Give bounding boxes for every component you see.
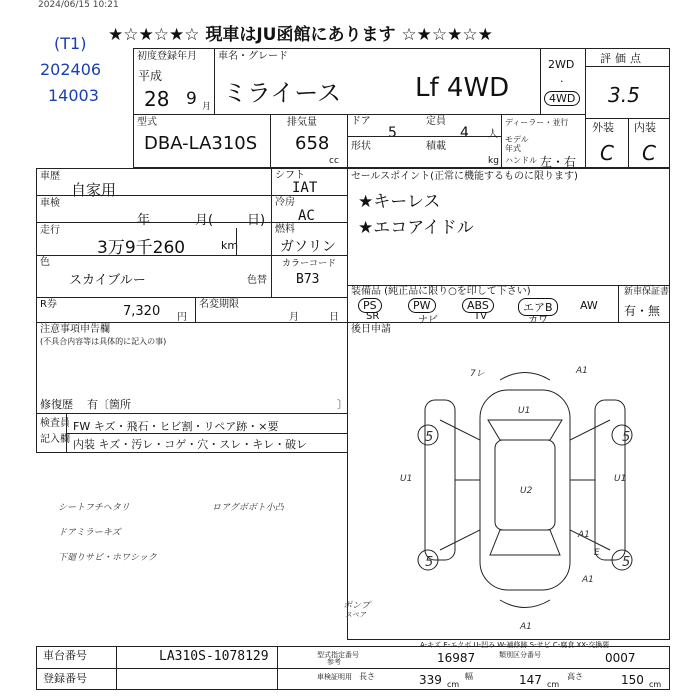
vehicle-name-box bbox=[214, 48, 541, 115]
dealer-label: ディーラー・並行 bbox=[505, 118, 569, 127]
color-code-label: カラーコード bbox=[282, 259, 337, 269]
class-label: 類別区分番号 bbox=[499, 651, 541, 659]
shift-divider-3 bbox=[272, 255, 347, 256]
type-no-ref: 参考 bbox=[327, 658, 341, 666]
inspector-label: 検査員 bbox=[40, 418, 70, 429]
recycle-amount: 7,320 bbox=[123, 304, 161, 319]
length-label: 長さ bbox=[359, 672, 375, 681]
color-change-label: 色替 bbox=[247, 275, 267, 286]
car-roof bbox=[495, 440, 555, 530]
first-reg-month: 9 bbox=[186, 89, 197, 109]
entry-label: 記入欄 bbox=[40, 434, 70, 445]
mileage-tick bbox=[236, 228, 237, 256]
doors-value: 5 bbox=[388, 125, 397, 141]
doors-divider bbox=[348, 136, 501, 137]
model-code: DBA-LA310S bbox=[144, 133, 258, 154]
sales-point-item-2: ★エコアイドル bbox=[358, 218, 474, 238]
ext-int-box bbox=[585, 118, 670, 168]
drive-dot: · bbox=[560, 75, 564, 88]
score-box bbox=[585, 48, 670, 119]
handle-value: 左・右 bbox=[540, 155, 577, 169]
dereg-label: 名変期限 bbox=[199, 299, 239, 310]
mark-5-a: 5 bbox=[425, 430, 434, 445]
hw-note-lower: ロアグボボト小凸 bbox=[212, 503, 284, 513]
color-label: 色 bbox=[40, 257, 50, 268]
fuel-value: ガソリン bbox=[280, 239, 336, 255]
first-reg-label: 初度登録年月 bbox=[137, 51, 197, 62]
capacity-unit: 人 bbox=[488, 129, 498, 140]
chassis-number: LA310S-1078129 bbox=[159, 649, 269, 664]
hist-divider-2 bbox=[37, 222, 272, 223]
shift-label: シフト bbox=[275, 170, 305, 181]
inspector-row-divider bbox=[67, 433, 347, 434]
doors-label: ドア bbox=[351, 116, 371, 127]
mark-a1-right-2: A1 bbox=[582, 575, 594, 585]
hw-note-seat: シートフチヘタリ bbox=[58, 503, 130, 513]
height-value: 150 bbox=[621, 673, 644, 687]
shift-value: IAT bbox=[292, 180, 318, 196]
hist-divider-1 bbox=[37, 195, 272, 196]
ext-int-divider bbox=[628, 119, 629, 167]
mark-ku: 7レ bbox=[470, 369, 485, 379]
notes-sub: (不具合内容等は具体的に記入の事) bbox=[40, 337, 167, 346]
lot-stamp bbox=[40, 34, 126, 120]
dealer-box bbox=[501, 114, 586, 168]
vehicle-name-label: 車名・グレード bbox=[218, 51, 288, 62]
mileage-unit: km bbox=[221, 239, 239, 252]
first-reg-box bbox=[133, 48, 215, 115]
drive-4wd: 4WD bbox=[544, 91, 580, 106]
warranty-label: 新車保証書 bbox=[624, 287, 670, 297]
color-value: スカイブルー bbox=[69, 273, 146, 288]
equip-tv: TV bbox=[474, 311, 487, 322]
car-right-side bbox=[570, 420, 610, 550]
class-value: 0007 bbox=[605, 651, 636, 665]
recycle-label: R券 bbox=[40, 299, 57, 310]
banner-text: ★☆★☆★☆ 現車はJU函館にあります ☆★☆★☆★ bbox=[108, 25, 493, 45]
load-unit: kg bbox=[488, 156, 499, 166]
history-value: 自家用 bbox=[71, 181, 117, 199]
equip-aw: AW bbox=[580, 299, 598, 312]
type-no-label: 型式指定番号 bbox=[317, 651, 359, 659]
mark-a1-bottom: A1 bbox=[520, 622, 532, 632]
reg-label: 登録番号 bbox=[43, 672, 87, 685]
exterior-label: 外装 bbox=[592, 121, 614, 134]
mark-u1-c: U1 bbox=[614, 474, 627, 484]
stamp-line-2: 202406 bbox=[40, 60, 102, 79]
mark-spare: ポンプ bbox=[343, 601, 371, 611]
first-reg-era: 平成 bbox=[138, 69, 163, 83]
drive-2wd: 2WD bbox=[548, 58, 575, 71]
equipment-label: 装備品 (純正品に限り○を印して下さい) bbox=[351, 286, 531, 297]
equip-sr: SR bbox=[366, 311, 380, 322]
warranty-value: 有・無 bbox=[624, 304, 661, 318]
car-windshield bbox=[488, 420, 562, 440]
stamp-line-3: 14003 bbox=[48, 86, 99, 105]
length-value: 339 bbox=[419, 673, 442, 687]
width-label: 幅 bbox=[465, 672, 473, 681]
type-no-value: 16987 bbox=[437, 651, 476, 665]
insp-month: 月( bbox=[195, 213, 214, 228]
handle-label: ハンドル bbox=[505, 156, 537, 165]
ac-value: AC bbox=[298, 208, 315, 224]
model-box bbox=[133, 114, 271, 168]
car-rear-window bbox=[490, 530, 560, 555]
interior-grade: C bbox=[642, 141, 656, 165]
repair-close: 〕 bbox=[337, 398, 348, 411]
mark-u1-b: U1 bbox=[400, 474, 413, 484]
footer-label-divider bbox=[116, 647, 117, 689]
equip-ps: PS bbox=[358, 298, 382, 313]
capacity-label: 定員 bbox=[426, 116, 446, 127]
exterior-grade: C bbox=[600, 141, 614, 165]
interior-label: 内装 bbox=[634, 121, 656, 134]
recycle-box bbox=[36, 297, 348, 323]
hw-note-mirror: ドアミラーキズ bbox=[58, 528, 121, 538]
recycle-divider bbox=[195, 298, 196, 322]
drive-box bbox=[540, 48, 586, 115]
height-unit: cm bbox=[649, 680, 662, 689]
length-unit: cm bbox=[447, 680, 460, 689]
chassis-label: 車台番号 bbox=[43, 649, 87, 662]
equip-navi: ナビ bbox=[418, 315, 438, 326]
shape-label: 形状 bbox=[351, 141, 371, 152]
ac-label: 冷房 bbox=[275, 197, 295, 208]
recycle-unit: 円 bbox=[177, 312, 187, 323]
mark-e: E bbox=[594, 548, 600, 558]
shift-col bbox=[271, 168, 348, 298]
equip-pw: PW bbox=[408, 298, 436, 313]
width-unit: cm bbox=[547, 680, 560, 689]
equip-leather: カワ bbox=[528, 315, 548, 326]
stamp-line-1: (T1) bbox=[54, 34, 87, 53]
vehicle-name: ミライース bbox=[223, 79, 342, 107]
rear-bumper bbox=[500, 600, 550, 608]
vehicle-grade: Lf 4WD bbox=[415, 73, 510, 103]
shift-divider-1 bbox=[272, 195, 347, 196]
mark-a1-right: A1 bbox=[578, 530, 590, 540]
car-left-side bbox=[440, 420, 480, 550]
mark-5-b: 5 bbox=[622, 430, 631, 445]
notes-label: 注意事項申告欄 bbox=[40, 324, 110, 335]
displacement-label: 排気量 bbox=[287, 117, 317, 128]
width-value: 147 bbox=[519, 673, 542, 687]
displacement-unit: cc bbox=[329, 156, 339, 166]
cert-label: 車検証明用 bbox=[317, 673, 352, 681]
displacement-box bbox=[270, 114, 348, 168]
model-label: 型式 bbox=[137, 117, 157, 128]
displacement-value: 658 bbox=[295, 133, 330, 154]
equipment-box bbox=[347, 285, 670, 326]
fuel-label: 燃料 bbox=[275, 224, 295, 235]
score-value: 3.5 bbox=[608, 83, 640, 107]
mark-u2: U2 bbox=[520, 486, 533, 496]
mark-a1-top: A1 bbox=[576, 366, 588, 376]
dereg-month: 月 bbox=[289, 312, 299, 323]
equip-airbag: エアB bbox=[518, 298, 558, 316]
interior-row: 内装 キズ・汚レ・コゲ・穴・スレ・キレ・破レ bbox=[73, 438, 308, 451]
score-label: 評価点 bbox=[600, 52, 645, 65]
mark-spare-sub: スペア bbox=[345, 611, 366, 619]
load-label: 積載 bbox=[426, 141, 446, 152]
back-reg-label: 後日申請 bbox=[351, 324, 391, 335]
color-code-value: B73 bbox=[296, 272, 320, 287]
mark-5-d: 5 bbox=[622, 555, 631, 570]
mark-5-c: 5 bbox=[425, 555, 434, 570]
sales-point-item-1: ★キーレス bbox=[358, 192, 441, 212]
warranty-divider bbox=[618, 286, 619, 322]
shift-divider-2 bbox=[272, 222, 347, 223]
front-bumper bbox=[500, 373, 550, 381]
sales-point-box bbox=[347, 168, 670, 286]
insp-year: 年 bbox=[137, 213, 151, 228]
footer-row-divider bbox=[37, 668, 277, 669]
doors-box bbox=[347, 114, 502, 168]
repair-value: 有〔箇所 bbox=[87, 398, 131, 411]
first-reg-year: 28 bbox=[144, 87, 170, 111]
capacity-value: 4 bbox=[460, 125, 469, 141]
mark-u1-a: U1 bbox=[518, 406, 531, 416]
timestamp: 2024/06/15 10:21 bbox=[38, 0, 119, 10]
first-reg-month-unit: 月 bbox=[202, 102, 212, 112]
repair-label: 修復歴 bbox=[40, 398, 73, 411]
mileage-label: 走行 bbox=[40, 225, 60, 236]
equip-abs: ABS bbox=[462, 298, 494, 313]
height-label: 高さ bbox=[567, 672, 583, 681]
fw-row: FW キズ・飛石・ヒビ割・リペア跡・×要 bbox=[73, 420, 279, 433]
insp-day: 日) bbox=[247, 213, 266, 228]
history-label: 車歴 bbox=[40, 171, 60, 182]
footer-right-row-divider bbox=[278, 668, 669, 669]
sales-point-label: セールスポイント(正常に機能するものに限ります) bbox=[351, 171, 578, 182]
car-left-panel bbox=[425, 400, 455, 560]
legend: A-キズ E-エクボ U-凹み W-補修跡 S-サビ C-腐食 XX-交換要 bbox=[420, 641, 610, 649]
dereg-day: 日 bbox=[329, 312, 339, 323]
hw-note-undercarriage: 下廻りサビ・ホワシック bbox=[58, 553, 157, 563]
model-year-label: モデル年式 bbox=[505, 135, 529, 153]
score-divider bbox=[586, 66, 669, 67]
notes-box bbox=[36, 322, 348, 414]
inspection-label: 車検 bbox=[40, 198, 60, 209]
mileage-value: 3万9千260 bbox=[97, 238, 186, 258]
